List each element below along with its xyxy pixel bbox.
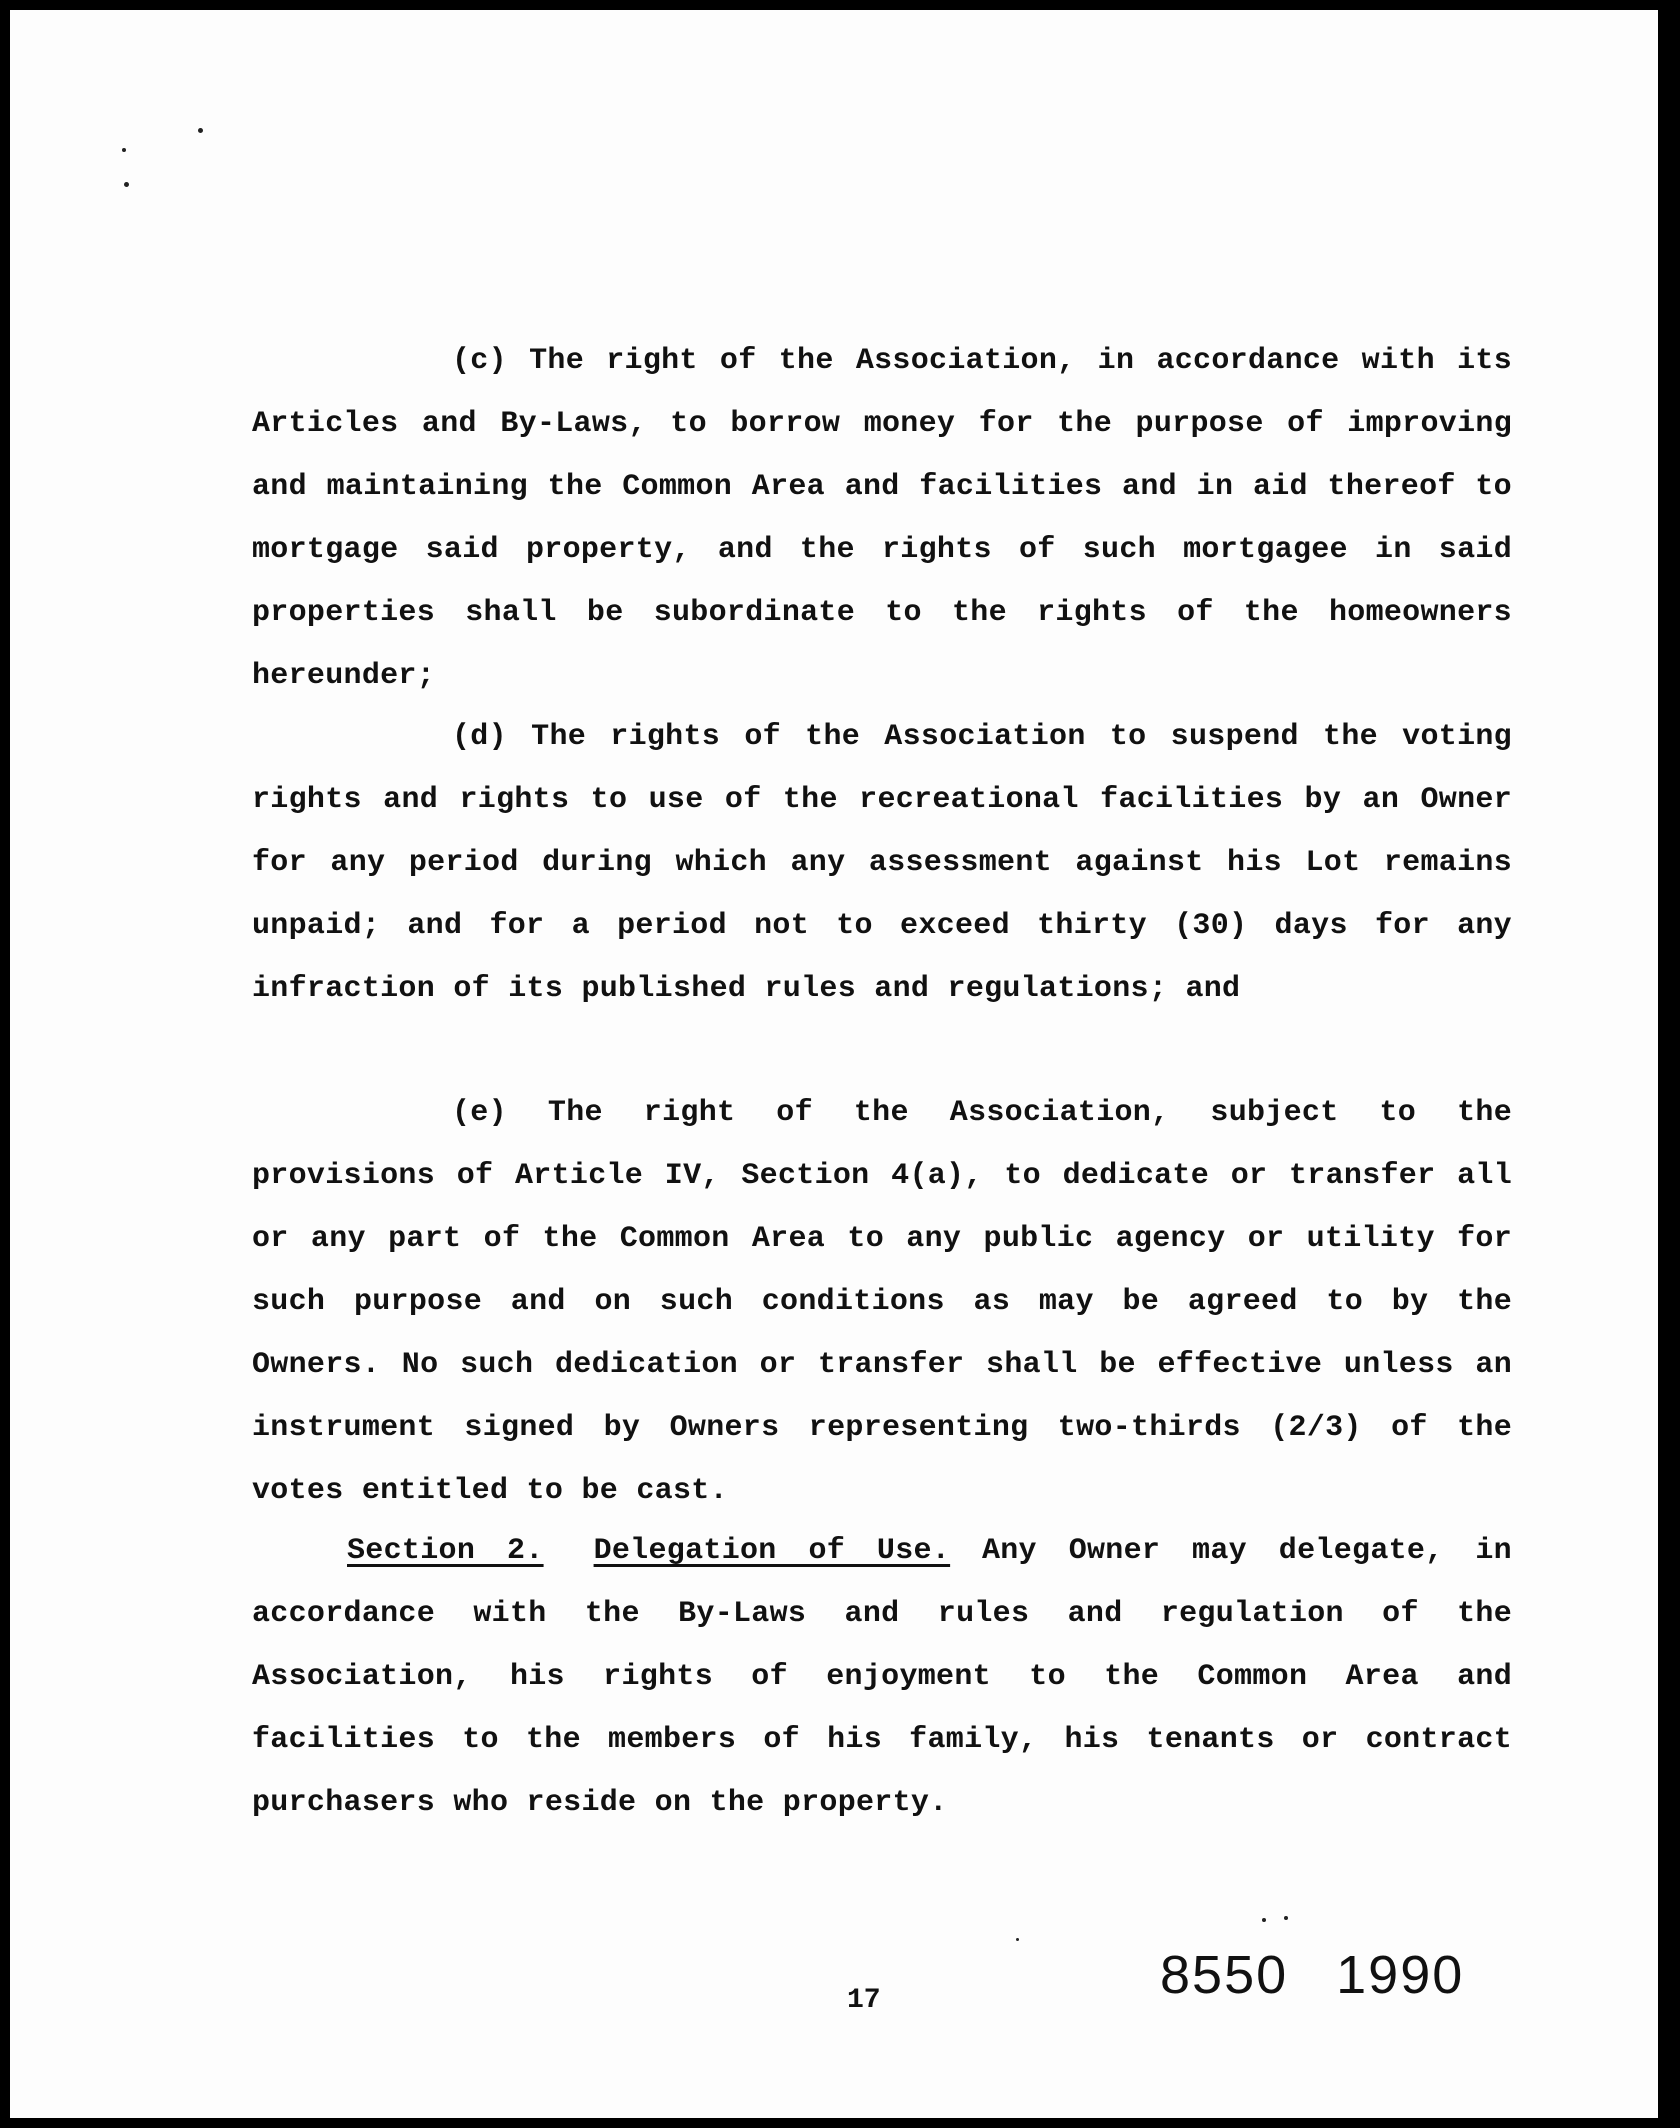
- document-page: [10, 10, 1658, 2118]
- section-2-paragraph: [252, 1520, 1512, 1835]
- section-2-number: Section 2.: [347, 1534, 544, 1568]
- paragraph-d: (d) The rights of the Association to suspend the voting rights and rights to use of the recreational facilities by an Owner for any period during which any assessment against his Lot remains unpaid; and for a period not to exceed thirty (30) days for any infraction of its published rules and regulations; and: [252, 720, 1512, 1006]
- scan-speck: [124, 182, 129, 187]
- page-number: 17: [847, 1985, 881, 2016]
- scan-speck: [1016, 1938, 1019, 1941]
- document-code-left: 8550: [1160, 1945, 1289, 2005]
- scan-speck: [1262, 1918, 1266, 1922]
- document-code: [1160, 1944, 1464, 2006]
- section-2-body: Any Owner may delegate, in accordance with the By-Laws and rules and regulation of the Association, his rights of enjoyment to the Common Area and facilities to the members of his family, his tenants or contract purchasers who reside on the property.: [252, 1534, 1512, 1820]
- section-2-title: Delegation of Use.: [593, 1534, 951, 1568]
- paragraph-e: (e) The right of the Association, subject to the provisions of Article IV, Section 4(a), to dedicate or transfer all or any part of the Common Area to any public agency or utility for such purpose and on such conditions as may be agreed to by the Owners. No such dedication or transfer shall be effective unless an instrument signed by Owners representing two-thirds (2/3) of the votes entitled to be cast.: [252, 1096, 1512, 1508]
- scan-speck: [1284, 1916, 1288, 1920]
- scan-speck: [122, 148, 126, 152]
- document-code-right: 1990: [1336, 1945, 1465, 2005]
- paragraph-c: (c) The right of the Association, in accordance with its Articles and By-Laws, to borrow money for the purpose of improving and maintaining the Common Area and facilities and in aid thereof to mortgage said property, and the rights of such mortgagee in said properties shall be subordinate to the rights of the homeowners hereunder;: [252, 344, 1512, 693]
- scan-speck: [198, 128, 203, 133]
